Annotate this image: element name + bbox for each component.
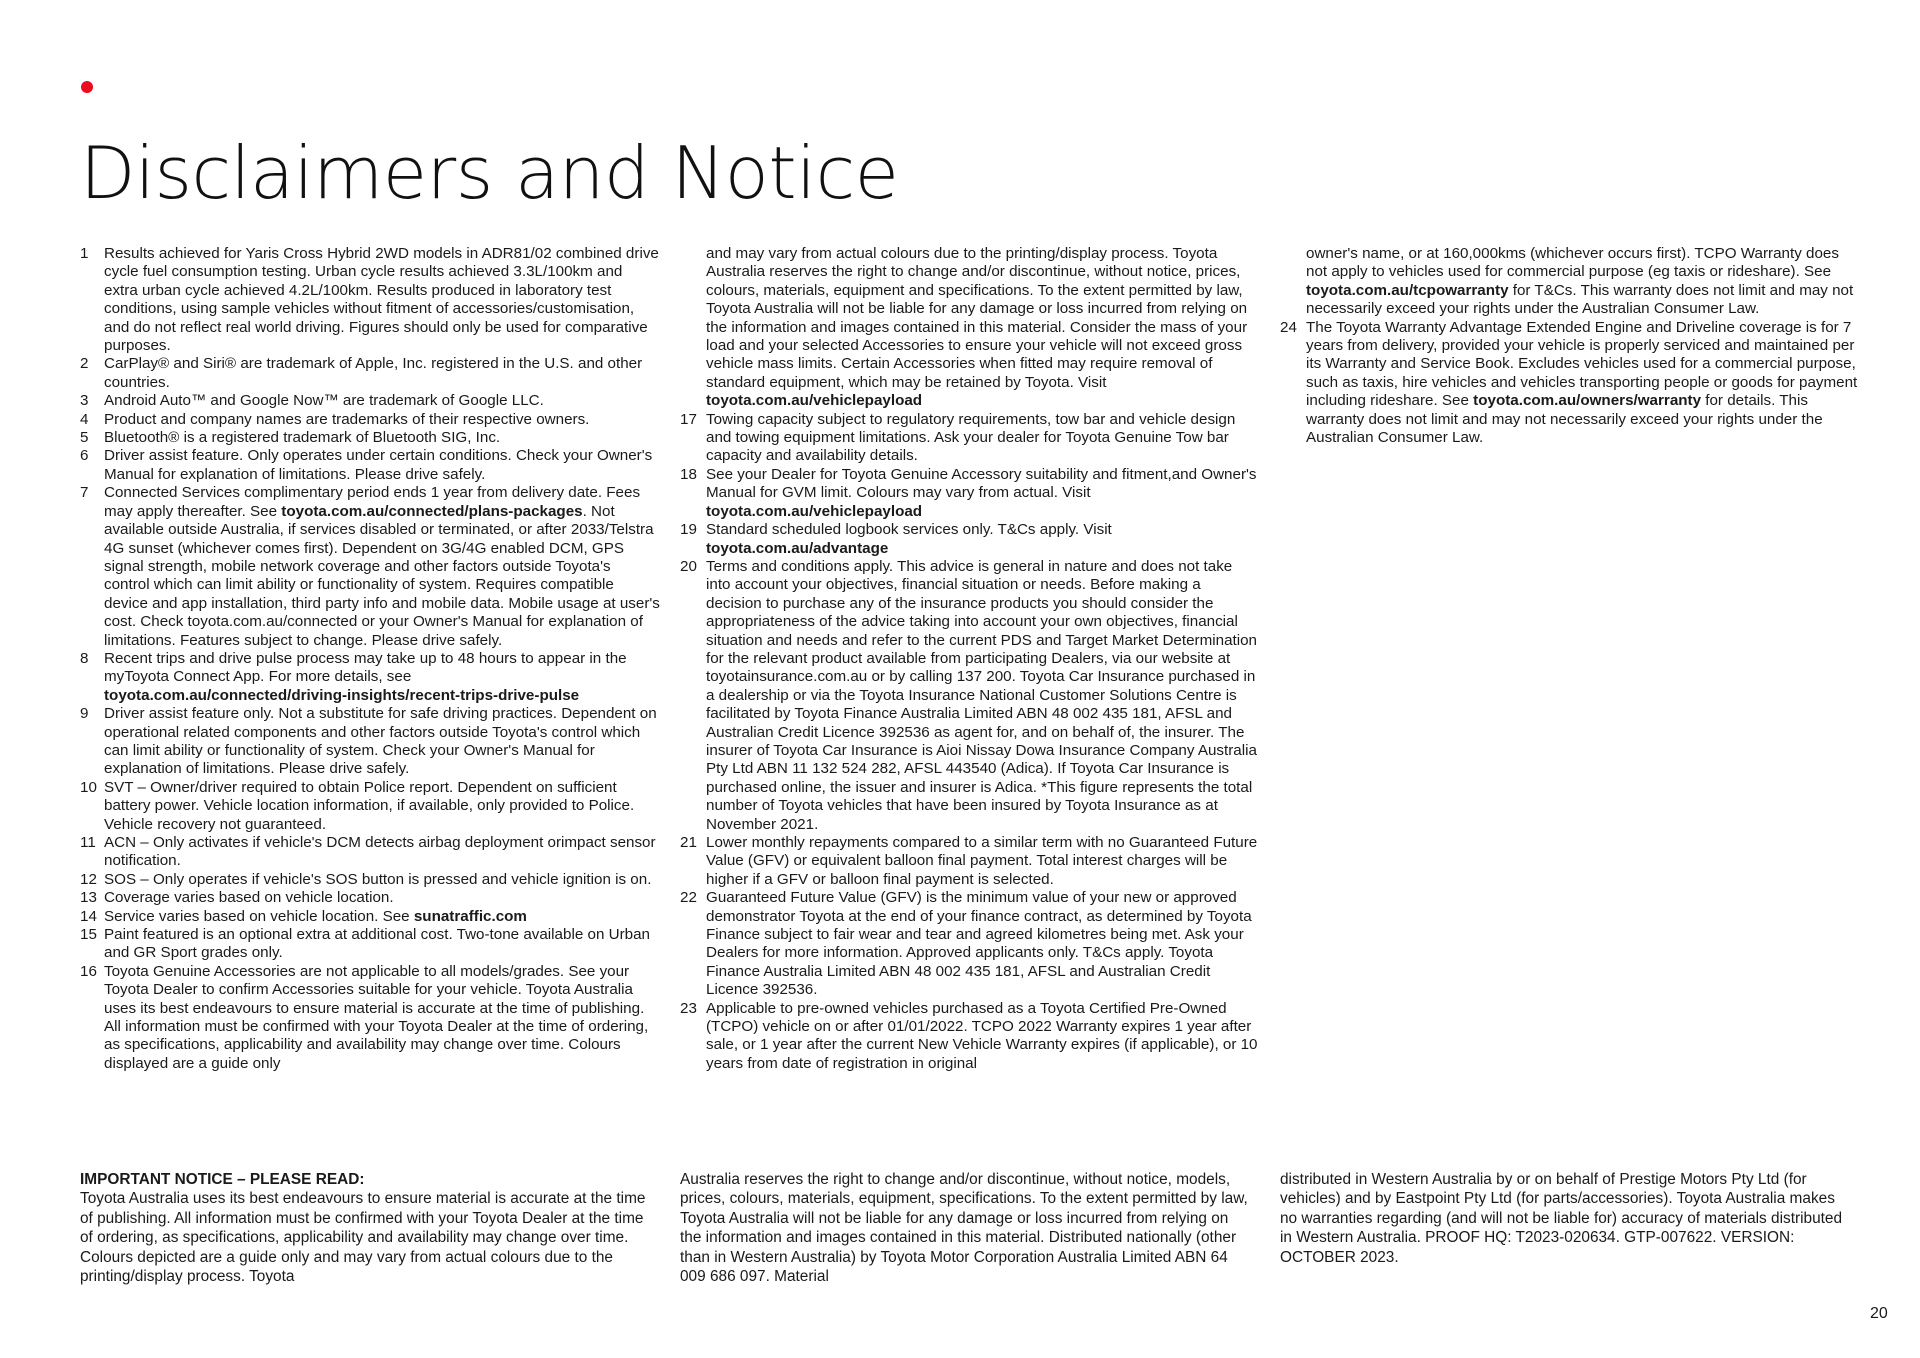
footnote-number: 24 bbox=[1280, 318, 1297, 336]
footnote-16 bbox=[80, 963, 660, 1073]
footnote-number: 3 bbox=[80, 392, 89, 410]
footnote-1 bbox=[80, 245, 660, 355]
footnote-text-part: Connected Services complimentary period ends 1 year from delivery date. Fees may apply thereafter. See bbox=[104, 484, 641, 520]
footnote-number: 19 bbox=[680, 521, 697, 539]
footnote-text: Driver assist feature. Only operates under certain conditions. Check your Owner's Manual for explanation of limitations. Please drive safely. bbox=[104, 447, 653, 483]
footnote-text-part: . Not available outside Australia, if services disabled or terminated, or after 2033/Telstra 4G sunset (whichever comes first). Dependent on 3G/4G enabled DCM, GPS signal strength, mobile network coverage and other factors outside Toyota's control which can limit ability or functionality of system. Requires compatible device and app installation, third party info and mobile data. Mobile usage at user's cost. Check toyota.com.au/connected or your Owner's Manual for explanation of limitations. Features subject to change. Please drive safely. bbox=[104, 502, 660, 649]
footnote-text-part: The Toyota Warranty Advantage Extended Engine and Driveline coverage is for 7 years from delivery, provided your vehicle is properly serviced and maintained per its Warranty and Service Book. Excludes vehicles used for a commercial purpose, such as taxis, hire vehicles and vehicles transporting people or goods for payment including rideshare. See bbox=[1306, 318, 1858, 410]
important-notice-text: Australia reserves the right to change and/or discontinue, without notice, models, prices, colours, materials, equipment, specifications. To the extent permitted by law, Toyota Australia will not be liable for any damage or loss incurred from relying on the information and images contained in this material. Distributed nationally (other than in Western Australia) by Toyota Motor Corporation Australia Limited ABN 64 009 686 097. Material bbox=[680, 1171, 1248, 1286]
footnote-8 bbox=[80, 650, 660, 705]
footnote-number: 5 bbox=[80, 429, 89, 447]
tcpo-warranty-link[interactable]: toyota.com.au/tcpowarranty bbox=[1306, 281, 1509, 299]
footnote-number: 6 bbox=[80, 447, 89, 465]
footnote-text bbox=[706, 466, 1260, 521]
page-title: Disclaimers and Notice bbox=[80, 131, 899, 215]
footnote-14 bbox=[80, 908, 660, 926]
footnote-11 bbox=[80, 834, 660, 871]
footnote-text bbox=[104, 484, 660, 650]
footnote-text bbox=[706, 245, 1260, 411]
footnote-3 bbox=[80, 392, 660, 410]
footnote-number: 11 bbox=[80, 834, 96, 851]
footnote-text-part: for T&Cs. This warranty does not limit and may not necessarily exceed your rights under the Australian Consumer Law. bbox=[1306, 281, 1854, 318]
footnote-23 bbox=[680, 1000, 1260, 1074]
footnote-10 bbox=[80, 779, 660, 834]
footnote-number: 7 bbox=[80, 484, 89, 502]
footnote-text bbox=[706, 521, 1260, 558]
footnote-text: Terms and conditions apply. This advice is general in nature and does not take into account your objectives, financial situation or needs. Before making a decision to purchase any of the insurance products you should consider the appropriateness of the advice taking into account your own objectives, financial situation and needs and refer to the current PDS and Target Market Determination for the relevant product available from participating Dealers, via our website at toyotainsurance.com.au or by calling 137 200. Toyota Car Insurance purchased in a dealership or via the Toyota Insurance National Customer Solutions Centre is facilitated by Toyota Finance Australia Limited ABN 48 002 435 181, AFSL and Australian Credit Licence 392536 as agent for, and on behalf of, the insurer. The insurer of Toyota Car Insurance is Aioi Nissay Dowa Insurance Company Australia Pty Ltd ABN 11 132 524 282, AFSL 443540 (Adica). If Toyota Car Insurance is purchased online, the issuer and insurer is Adica. *This figure represents the total number of Toyota vehicles that have been insured by Toyota Insurance as at November 2021. bbox=[706, 557, 1257, 833]
footnote-text bbox=[104, 650, 660, 705]
footnote-19 bbox=[680, 521, 1260, 558]
footnote-text: Towing capacity subject to regulatory requirements, tow bar and vehicle design and towing equipment limitations. Ask your dealer for Toyota Genuine Tow bar capacity and availability details. bbox=[706, 410, 1236, 465]
footnote-text: Driver assist feature only. Not a substitute for safe driving practices. Dependent on operational related components and other factors outside Toyota's control which can limit ability or functionality of system. Check your Owner's Manual for explanation of limitations. Please drive safely. bbox=[104, 705, 657, 778]
disclaimer-column-1 bbox=[80, 245, 660, 1073]
footnote-number: 17 bbox=[680, 410, 697, 428]
footnote-text: Product and company names are trademarks of their respective owners. bbox=[104, 410, 590, 428]
footnote-number: 16 bbox=[80, 962, 97, 980]
owners-warranty-link[interactable]: toyota.com.au/owners/warranty bbox=[1473, 392, 1702, 410]
footnote-5 bbox=[80, 429, 660, 447]
footnote-number: 21 bbox=[680, 834, 697, 851]
disclaimer-column-2 bbox=[680, 245, 1260, 1073]
footnote-15 bbox=[80, 926, 660, 963]
footnote-number: 18 bbox=[680, 465, 697, 483]
connected-plans-link[interactable]: toyota.com.au/connected/plans-packages bbox=[281, 502, 583, 520]
footnote-number: 12 bbox=[80, 870, 97, 888]
footnote-text: CarPlay® and Siri® are trademark of Apple, Inc. registered in the U.S. and other countries. bbox=[104, 355, 643, 391]
footnote-text: Android Auto™ and Google Now™ are trademark of Google LLC. bbox=[104, 392, 544, 410]
footnote-text: SVT – Owner/driver required to obtain Police report. Dependent on sufficient battery power. Vehicle location information, if available, only provided to Police. Vehicle recovery not guaranteed. bbox=[104, 778, 635, 833]
important-notice-column-2 bbox=[680, 1170, 1250, 1286]
footnote-number: 23 bbox=[680, 999, 697, 1017]
footnote-6 bbox=[80, 447, 660, 484]
important-notice-column-1 bbox=[80, 1170, 650, 1286]
footnote-number: 9 bbox=[80, 705, 89, 723]
footnote-4 bbox=[80, 411, 660, 429]
footnote-text-part: Standard scheduled logbook services only. T&Cs apply. Visit bbox=[706, 521, 1112, 539]
footnote-17 bbox=[680, 411, 1260, 466]
footnote-text: Results achieved for Yaris Cross Hybrid 2WD models in ADR81/02 combined drive cycle fuel consumption testing. Urban cycle results achieved 3.3L/100km and extra urban cycle achieved 4.2L/100km. Results produced in laboratory test conditions, using sample vehicles without fitment of accessories/customisation, and do not reflect real world driving. Figures should only be used for comparative purposes. bbox=[104, 245, 659, 355]
footnote-number: 8 bbox=[80, 649, 89, 667]
important-notice-column-3 bbox=[1280, 1170, 1850, 1267]
footnote-24 bbox=[1280, 319, 1860, 448]
footnote-text: Guaranteed Future Value (GFV) is the minimum value of your new or approved demonstrator Toyota at the end of your finance contract, as determined by Toyota Finance subject to fair wear and tear and agreed kilometres being met. Ask your Dealers for more information. Approved applicants only. T&Cs apply. Toyota Finance Australia Limited ABN 48 002 435 181, AFSL and Australian Credit Licence 392536. bbox=[706, 889, 1252, 999]
footnote-2 bbox=[80, 355, 660, 392]
footnote-text: Toyota Genuine Accessories are not applicable to all models/grades. See your Toyota Dealer to confirm Accessories suitable for your vehicle. Toyota Australia uses its best endeavours to ensure material is accurate at the time of publishing. All information must be confirmed with your Toyota Dealer at the time of ordering, as specifications, applicability and availability may change over time. Colours displayed are a guide only bbox=[104, 962, 649, 1072]
footnote-text-part: owner's name, or at 160,000kms (whichever occurs first). TCPO Warranty does not apply to vehicles used for commercial purpose (eg taxis or rideshare). See bbox=[1306, 245, 1839, 281]
footnote-number-spacer bbox=[680, 245, 706, 411]
footnote-number: 22 bbox=[680, 889, 697, 907]
advantage-link[interactable]: toyota.com.au/advantage bbox=[706, 539, 889, 557]
footnote-number: 2 bbox=[80, 355, 89, 373]
footnote-number: 20 bbox=[680, 557, 697, 575]
footnote-number-spacer bbox=[1280, 245, 1306, 319]
footnote-22 bbox=[680, 889, 1260, 999]
footnote-text-part: Recent trips and drive pulse process may take up to 48 hours to appear in the myToyota Connect App. For more details, see bbox=[104, 649, 627, 686]
footnote-number: 15 bbox=[80, 926, 97, 944]
footnote-text-part: and may vary from actual colours due to the printing/display process. Toyota Australia reserves the right to change and/or discontinue, without notice, prices, colours, materials, equipment and specifications. To the extent permitted by law, Toyota Australia will not be liable for any damage or loss incurred from relying on the information and images contained in this material. Consider the mass of your load and your selected Accessories to ensure your vehicle will not exceed gross vehicle mass limits. Certain Accessories when fitted may require removal of standard equipment, which may be retained by Toyota. Visit bbox=[706, 245, 1248, 391]
vehicle-payload-link-2[interactable]: toyota.com.au/vehiclepayload bbox=[706, 502, 923, 520]
disclaimer-column-3 bbox=[1280, 245, 1860, 447]
important-notice-heading: IMPORTANT NOTICE – PLEASE READ: bbox=[80, 1171, 365, 1188]
footnote-9 bbox=[80, 705, 660, 779]
footnote-number: 1 bbox=[80, 245, 89, 262]
footnote-text: Coverage varies based on vehicle location. bbox=[104, 889, 394, 907]
important-notice-text: distributed in Western Australia by or on behalf of Prestige Motors Pty Ltd (for vehicles) and by Eastpoint Pty Ltd (for parts/accessories). Toyota Australia makes no warranties regarding (and will not be liable for) accuracy of materials distributed in Western Australia. PROOF HQ: T2023-020634. GTP-007622. VERSION: OCTOBER 2023. bbox=[1280, 1171, 1843, 1266]
footnote-text: ACN – Only activates if vehicle's DCM detects airbag deployment orimpact sensor notification. bbox=[104, 834, 656, 870]
footnote-16-continued bbox=[680, 245, 1260, 411]
footnote-text: Paint featured is an optional extra at additional cost. Two-tone available on Urban and GR Sport grades only. bbox=[104, 926, 650, 962]
footnote-number: 13 bbox=[80, 889, 97, 907]
page-number: 20 bbox=[1870, 1305, 1888, 1322]
drive-pulse-link[interactable]: toyota.com.au/connected/driving-insights/recent-trips-drive-pulse bbox=[104, 686, 580, 704]
brand-dot bbox=[81, 81, 93, 93]
important-notice-text: Toyota Australia uses its best endeavours to ensure material is accurate at the time of publishing. All information must be confirmed with your Toyota Dealer at the time of ordering, as specifications, applicability and availability may change over time. Colours depicted are a guide only and may vary from actual colours due to the printing/display process. Toyota bbox=[80, 1190, 646, 1286]
footnote-text: Bluetooth® is a registered trademark of Bluetooth SIG, Inc. bbox=[104, 429, 501, 447]
footnote-13 bbox=[80, 889, 660, 907]
footnote-7 bbox=[80, 484, 660, 650]
footnote-text: Lower monthly repayments compared to a similar term with no Guaranteed Future Value (GFV) or equivalent balloon final payment. Total interest charges will be higher if a GFV or balloon final payment is selected. bbox=[706, 834, 1258, 888]
footnote-text bbox=[1306, 245, 1860, 319]
footnote-text-part: for details. This warranty does not limit and may not necessarily exceed your rights under the Australian Consumer Law. bbox=[1306, 392, 1823, 447]
footnote-12 bbox=[80, 871, 660, 889]
footnote-number: 4 bbox=[80, 410, 89, 428]
footnote-23-continued bbox=[1280, 245, 1860, 319]
footnote-number: 10 bbox=[80, 778, 97, 796]
footnote-text bbox=[1306, 319, 1860, 448]
footnote-20 bbox=[680, 558, 1260, 834]
footnote-number: 14 bbox=[80, 907, 97, 925]
footnote-text-part: See your Dealer for Toyota Genuine Accessory suitability and fitment,and Owner's Manual for GVM limit. Colours may vary from actual. Visit bbox=[706, 465, 1257, 502]
footnote-text: Applicable to pre-owned vehicles purchased as a Toyota Certified Pre-Owned (TCPO) vehicle on or after 01/01/2022. TCPO 2022 Warranty expires 1 year after sale, or 1 year after the current New Vehicle Warranty expires (if applicable), or 10 years from date of registration in original bbox=[706, 999, 1258, 1072]
footnote-text bbox=[104, 908, 660, 926]
footnote-text: SOS – Only operates if vehicle's SOS button is pressed and vehicle ignition is on. bbox=[104, 870, 652, 888]
footnote-text-part: Service varies based on vehicle location. See bbox=[104, 907, 414, 925]
footnote-21 bbox=[680, 834, 1260, 889]
vehicle-payload-link[interactable]: toyota.com.au/vehiclepayload bbox=[706, 392, 923, 410]
sunatraffic-link[interactable]: sunatraffic.com bbox=[413, 907, 527, 925]
footnote-18 bbox=[680, 466, 1260, 521]
